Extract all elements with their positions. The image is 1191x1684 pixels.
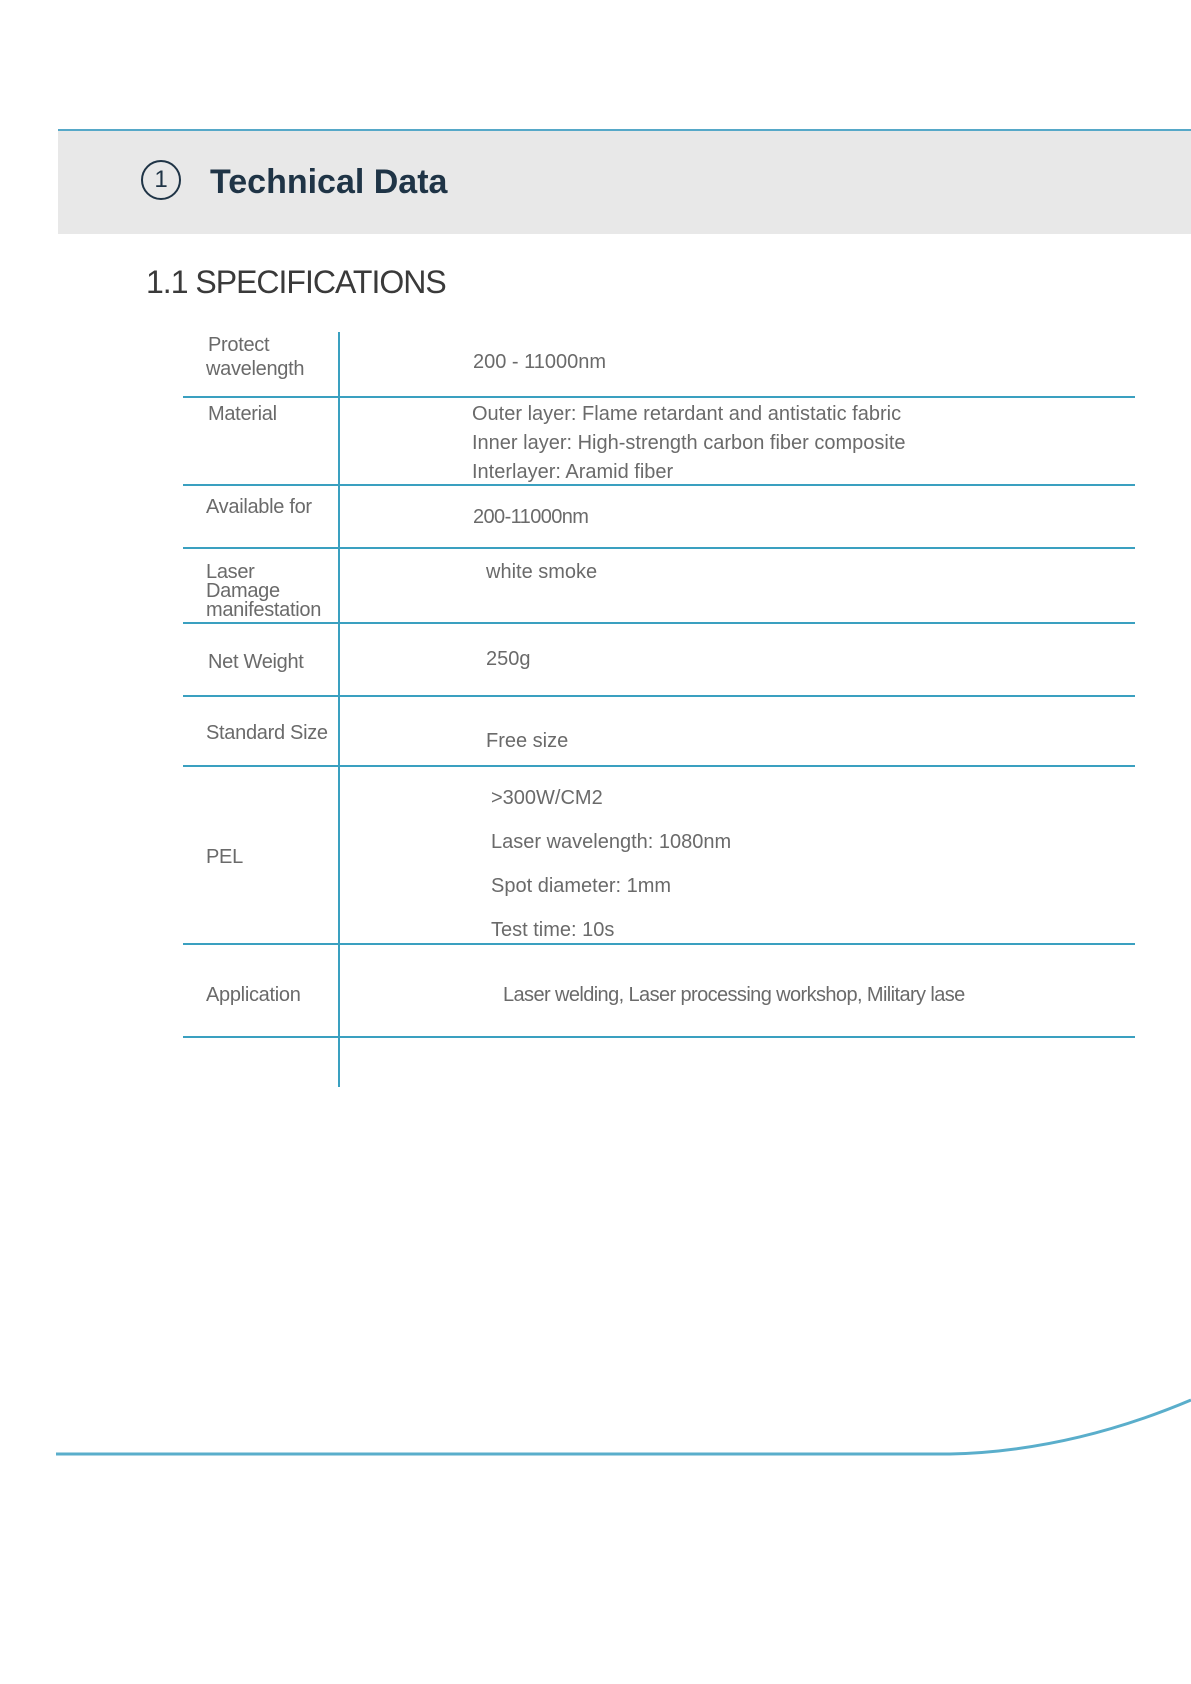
spec-value-material: Outer layer: Flame retardant and antistatic fabric Inner layer: High-strength carbon fiber composite Interlayer: Aramid fiber xyxy=(472,403,906,483)
section-title: 1.1 SPECIFICATIONS xyxy=(146,264,446,300)
spec-label-standard-size: Standard Size xyxy=(206,722,328,744)
table-row-divider xyxy=(183,547,1135,549)
spec-value-net-weight: 250g xyxy=(486,648,531,670)
chapter-title: Technical Data xyxy=(210,163,448,201)
pel-power-density: >300W/CM2 xyxy=(491,787,603,809)
table-row-divider xyxy=(183,396,1135,398)
pel-laser-wavelength: Laser wavelength: 1080nm xyxy=(491,831,732,853)
spec-label-application: Application xyxy=(206,984,301,1006)
spec-label-available-for: Available for xyxy=(206,496,312,518)
spec-value-available-for: 200-11000nm xyxy=(473,506,589,528)
spec-value-pel xyxy=(491,784,731,960)
pel-test-time: Test time: 10s xyxy=(491,919,615,941)
spec-label-protect-wavelength: Protect wavelength xyxy=(206,334,305,380)
spec-label-net-weight: Net Weight xyxy=(208,651,304,673)
pel-spot-diameter: Spot diameter: 1mm xyxy=(491,875,672,897)
spec-value-laser-damage: white smoke xyxy=(486,561,598,583)
footer-curve-decoration xyxy=(0,1380,1191,1460)
table-row-divider xyxy=(183,695,1135,697)
spec-value-standard-size: Free size xyxy=(486,730,569,752)
spec-label-laser-damage: Laser Damage manifestation xyxy=(206,561,322,621)
spec-value-application: Laser welding, Laser processing workshop, Military lase xyxy=(503,984,965,1006)
table-column-divider xyxy=(338,332,340,1087)
chapter-number-badge: 1 xyxy=(141,160,181,200)
table-row-divider xyxy=(183,765,1135,767)
spec-label-pel: PEL xyxy=(206,846,243,868)
spec-value-protect-wavelength: 200 - 11000nm xyxy=(473,351,607,373)
table-row-divider xyxy=(183,1036,1135,1038)
table-row-divider xyxy=(183,622,1135,624)
spec-label-material: Material xyxy=(208,403,277,425)
